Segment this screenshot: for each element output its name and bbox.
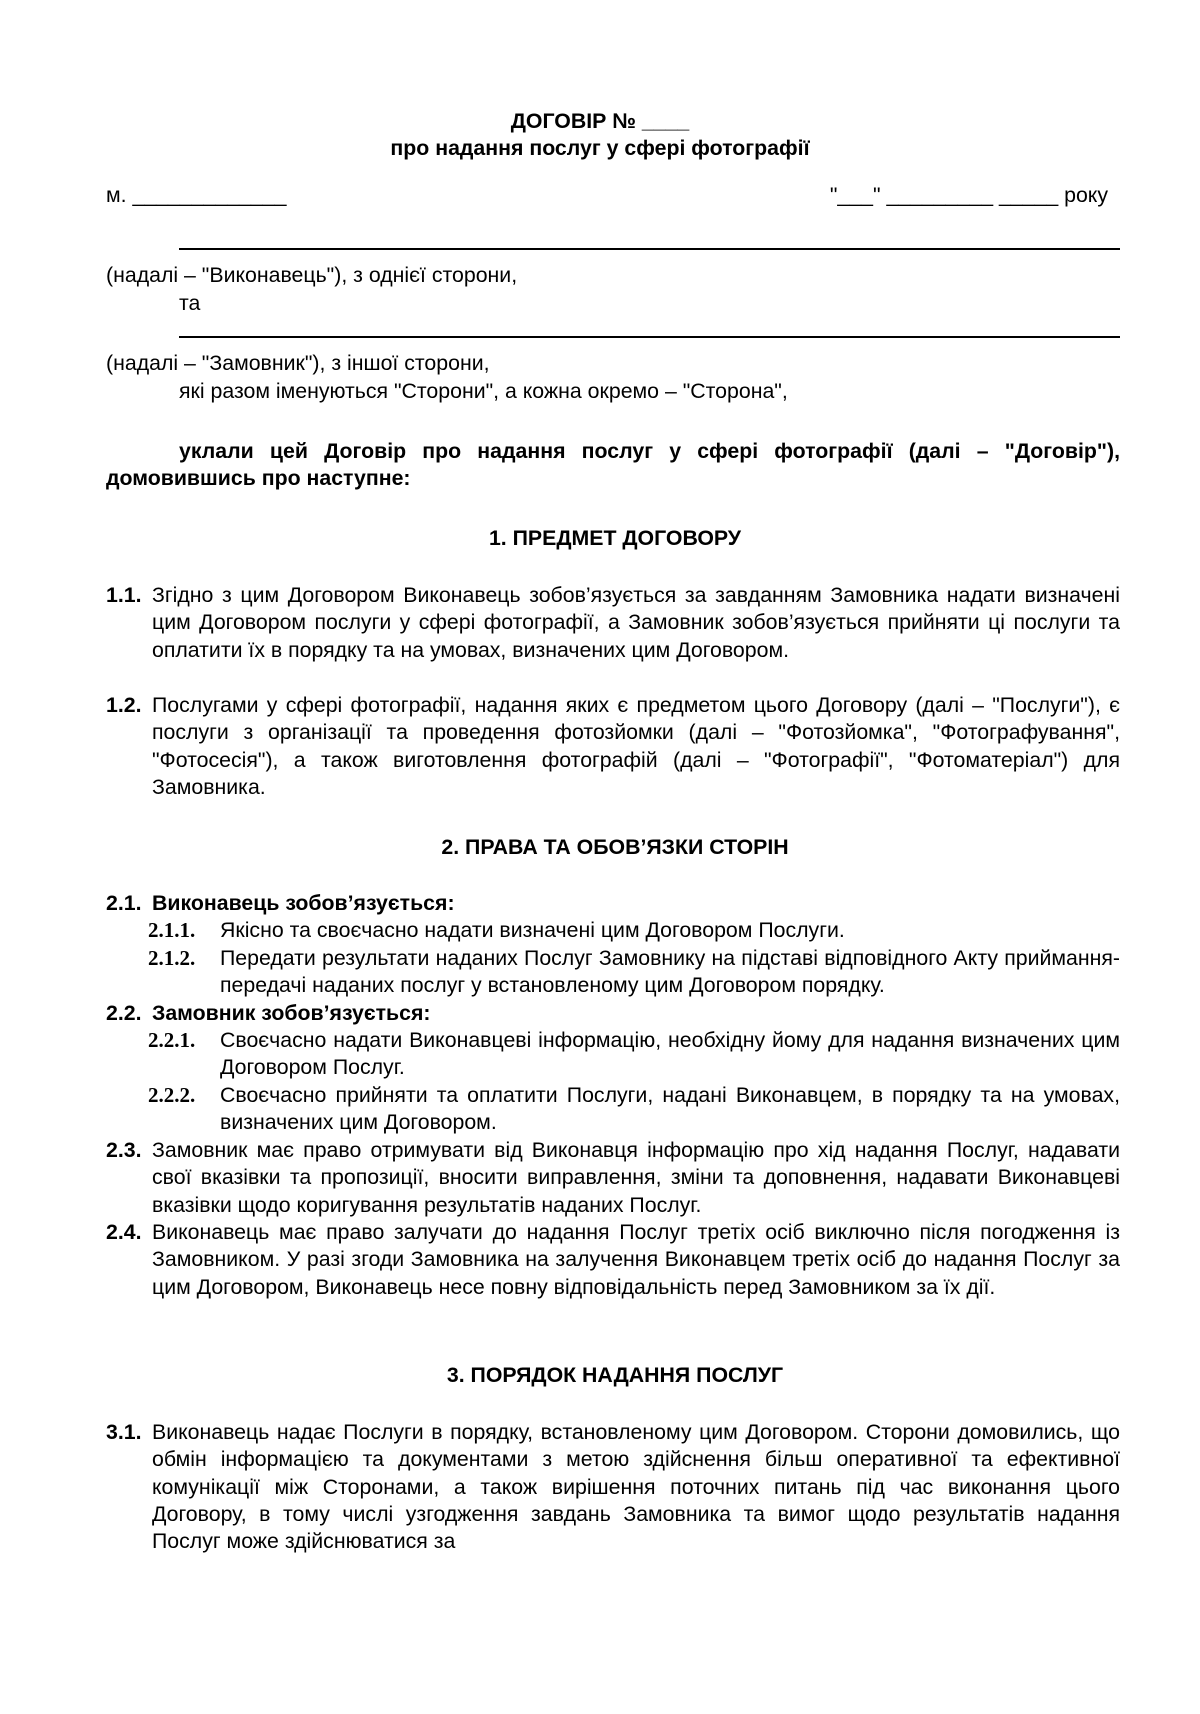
document-title: ДОГОВІР № ____ [510,109,690,133]
clause-text: Згідно з цим Договором Виконавець зобов’язується за завданням Замовника надати визначені цим Договором послуги у сфері фотографії, а Замовник зобов’язується прийняти ці послуги та оплатити їх в порядку та на умовах, визначених цим Договором. [152,583,1120,662]
clause-2-2 [106,1000,1120,1027]
clause-number: 3.1. [106,1420,142,1444]
and-word: та [179,291,201,315]
clause-text: Послугами у сфері фотографії, надання яких є предметом цього Договору (далі – "Послуги"), є послуги з організації та проведення фотозйомки (далі – "Фотозйомка", "Фотографування", "Фотосесія"), а також виготовлення фотографій (далі – "Фотографії", "Фотоматеріал") для Замовника. [152,693,1120,799]
subclause-number: 2.2.1. [148,1028,196,1052]
party1-role: (надалі – "Виконавець"), з однієї сторони, [106,263,518,287]
subclause-number: 2.1.1. [148,918,196,942]
clause-2-4 [106,1219,1120,1301]
subclause-2-2-1 [148,1027,1120,1082]
clause-number: 1.2. [106,693,142,717]
together-text: які разом іменуються "Сторони", а кожна окремо – "Сторона", [179,379,788,403]
subclause-number: 2.2.2. [148,1083,196,1107]
date-field: "___" _________ _____ року [829,183,1108,207]
subclause-text: Своєчасно прийняти та оплатити Послуги, надані Виконавцем, в порядку та на умовах, визначених цим Договором. [220,1083,1120,1135]
preamble-line2: домовившись про наступне: [106,466,411,490]
clause-text: Виконавець має право залучати до надання Послуг третіх осіб виключно після погодження із Замовником. У разі згоди Замовника на залучення Виконавцем третіх осіб до надання Послуг за цим Договором, Виконавець несе повну відповідальність перед Замовником за їх дії. [152,1220,1120,1299]
clause-1-1 [106,582,1120,664]
city-field: м. _____________ [106,183,287,207]
clause-number: 1.1. [106,583,142,607]
preamble-text-1: уклали цей Договір про надання послуг у сфері фотографії (далі – "Договір"), [179,439,1120,463]
clause-text: Виконавець надає Послуги в порядку, встановленому цим Договором. Сторони домовились, що обмін інформацією та документами з метою здійснення більш оперативної та ефективної комунікації між Сторонами, а також вирішення поточних питань під час виконання цього Договору, в тому числі узгодження завдань Замовника та вимог щодо результатів надання Послуг може здійснюватися за [152,1420,1120,1554]
subclause-2-2-2 [148,1082,1120,1137]
section-heading-3: 3. ПОРЯДОК НАДАННЯ ПОСЛУГ [446,1363,784,1387]
clause-2-3 [106,1137,1120,1219]
clause-text: Виконавець зобов’язується: [152,891,455,915]
party1-name-line [179,248,1120,250]
section-heading-2: 2. ПРАВА ТА ОБОВ’ЯЗКИ СТОРІН [441,835,789,859]
subclause-text: Якісно та своєчасно надати визначені цим Договором Послуги. [220,918,845,942]
clause-number: 2.2. [106,1001,142,1025]
preamble-line1 [179,438,1120,465]
clause-3-1 [106,1419,1120,1555]
clause-1-2 [106,692,1120,801]
clause-number: 2.4. [106,1220,142,1244]
clause-2-1 [106,890,1120,917]
document-subtitle: про надання послуг у сфері фотографії [390,136,810,160]
clause-text: Замовник зобов’язується: [152,1001,431,1025]
subclause-2-1-2 [148,945,1120,1000]
clause-number: 2.3. [106,1138,142,1162]
party2-role: (надалі – "Замовник"), з іншої сторони, [106,351,490,375]
party2-name-line [179,336,1120,338]
clause-number: 2.1. [106,891,142,915]
section-heading-1: 1. ПРЕДМЕТ ДОГОВОРУ [488,526,742,550]
clause-text: Замовник має право отримувати від Виконавця інформацію про хід надання Послуг, надавати свої вказівки та пропозиції, вносити виправлення, зміни та доповнення, надавати Виконавцеві вказівки щодо коригування результатів наданих Послуг. [152,1138,1120,1217]
subclause-2-1-1 [148,917,1120,944]
subclause-number: 2.1.2. [148,946,196,970]
subclause-text: Своєчасно надати Виконавцеві інформацію, необхідну йому для надання визначених цим Договором Послуг. [220,1028,1120,1080]
subclause-text: Передати результати наданих Послуг Замовнику на підставі відповідного Акту приймання-передачі наданих послуг у встановленому цим Договором порядку. [220,946,1120,998]
